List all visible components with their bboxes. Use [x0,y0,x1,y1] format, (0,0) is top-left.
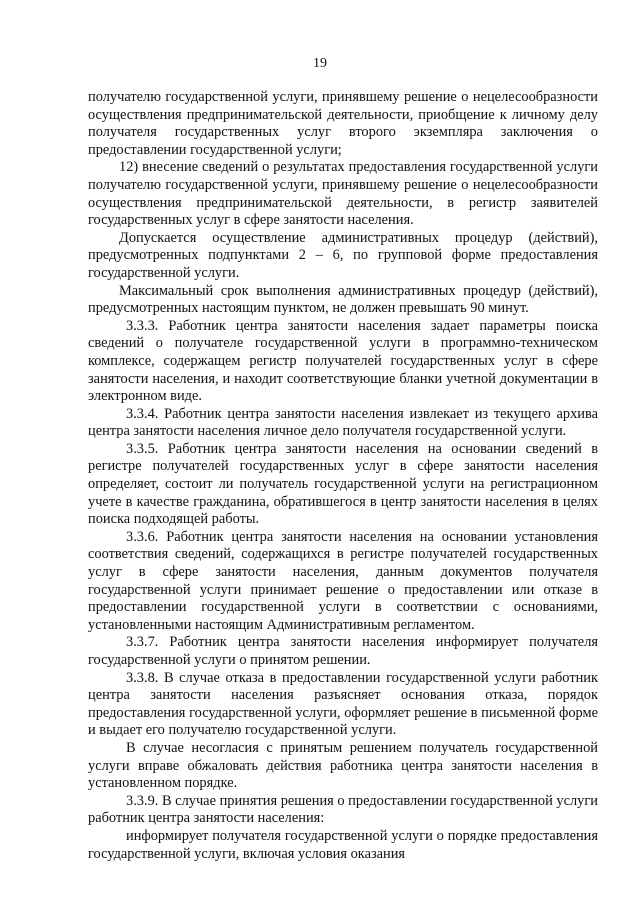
paragraph: 3.3.3. Работник центра занятости населения задает параметры поиска сведений о получателе государственной услуги в программно-техническом комплексе, содержащем регистр получателей государственных услуг в сфере занятости населения, и находит соответствующие бланки учетной документации в электронном виде. [88,317,598,405]
paragraph: 3.3.4. Работник центра занятости населения извлекает из текущего архива центра занятости населения личное дело получателя государственной услуги. [88,405,598,440]
paragraph: В случае несогласия с принятым решением получатель государственной услуги вправе обжаловать действия работника центра занятости населения в установленном порядке. [88,739,598,792]
paragraph: информирует получателя государственной услуги о порядке предоставления государственной услуги, включая условия оказания [88,827,598,862]
paragraph: 3.3.7. Работник центра занятости населения информирует получателя государственной услуги о принятом решении. [88,634,598,668]
document-body [88,89,598,863]
paragraph: 3.3.5. Работник центра занятости населения на основании сведений в регистре получателей государственных услуг в сфере занятости населения определяет, состоит ли получатель государственной услуги на регистрационном учете в качестве гражданина, обратившегося в центр занятости населения в целях поиска подходящей работы. [88,440,598,528]
paragraph: 3.3.8. В случае отказа в предоставлении государственной услуги работник центра занятости населения разъясняет основания отказа, порядок предоставления государственной услуги, оформляет решение в письменной форме и выдает его получателю государственной услуги. [88,669,598,739]
paragraph: 3.3.9. В случае принятия решения о предоставлении государственной услуги работник центра занятости населения: [88,792,598,827]
paragraph: Допускается осуществление административных процедур (действий), предусмотренных подпунктами 2 – 6, по групповой форме предоставления государственной услуги. [88,229,598,281]
page-number: 19 [313,56,327,71]
paragraph: 12) внесение сведений о результатах предоставления государственной услуги получателю государственной услуги, принявшему решение о нецелесообразности осуществления предпринимательской деятельности, в регистр заявителей государственных услуг в сфере занятости населения. [88,159,598,229]
paragraph: получателю государственной услуги, принявшему решение о нецелесообразности осуществления предпринимательской деятельности, приобщение к личному делу получателя государственных услуг второго экземпляра заключения о предоставлении государственной услуги; [88,89,598,158]
paragraph: Максимальный срок выполнения административных процедур (действий), предусмотренных настоящим пунктом, не должен превышать 90 минут. [88,282,598,317]
paragraph: 3.3.6. Работник центра занятости населения на основании установления соответствия сведений, содержащихся в регистре получателей государственных услуг в сфере занятости населения, данным документов получателя государственной услуги принимает решение о предоставлении или отказе в предоставлении государственной услуги в соответствии с основаниями, установленными настоящим Административным регламентом. [88,528,598,633]
